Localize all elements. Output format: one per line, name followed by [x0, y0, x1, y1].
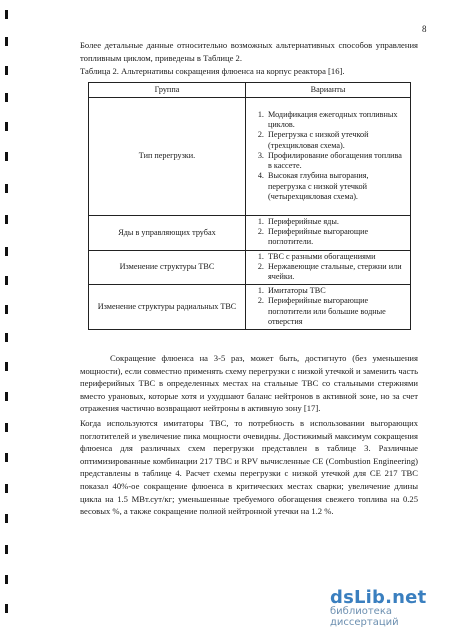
options-cell	[246, 216, 411, 251]
page-number: 8	[422, 24, 427, 34]
option-item: 1. ТВС с разными обогащениями	[266, 252, 406, 262]
option-item: 2. Нержавеющие стальные, стержни или ячейки.	[266, 262, 406, 282]
options-cell	[246, 250, 411, 285]
option-item: 4. Высокая глубина выгорания, перегрузка с низкой утечкой (четырехцикловая схема).	[266, 171, 406, 202]
option-item: 1. Имитаторы ТВС	[266, 286, 406, 296]
intro-paragraph: Более детальные данные относительно возможных альтернативных способов управления топливным циклом, приведены в Таблице 2.	[80, 40, 418, 63]
alternatives-table	[88, 82, 411, 330]
column-header-options: Варианты	[246, 83, 411, 98]
options-cell	[246, 98, 411, 216]
group-cell: Изменение структуры радиальных ТВС	[89, 285, 246, 330]
binding-marks	[0, 0, 14, 634]
table-row	[89, 216, 411, 251]
table-row	[89, 250, 411, 285]
group-cell: Тип перегрузки.	[89, 98, 246, 216]
table-row	[89, 98, 411, 216]
column-header-group: Группа	[89, 83, 246, 98]
option-item: 1. Модификация ежегодных топливных циклов.	[266, 110, 406, 130]
group-cell: Изменение структуры ТВС	[89, 250, 246, 285]
options-cell	[246, 285, 411, 330]
watermark-logo: dsLib.net	[330, 587, 427, 608]
paragraph-simulators: Когда используются имитаторы ТВС, то потребность в использовании выгорающих поглотителей и увеличение пика мощности очевидны. Достижимый максимум сокращения флюенса для различных схем перегрузки представлен в таблице 3. Различные оптимизированные комбинации 217 ТВС и RPV вычисленные CE (Combustion Engineering) представлены в таблице 4. Расчет схемы перегрузки с низкой утечкой для CE 217 ТВС показал 40%-ое сокращение флюенса в критических местах сварки; увеличение длины цикла на 1.5 МВт.сут/кг; уменьшенные требуемого обогащения свежего топлива на 0.25 весовых %, а также сокращение полной нейтронной утечки на 1.2 %.	[80, 418, 418, 517]
paragraph-fluence-reduction: Сокращение флюенса на 3-5 раз, может быть, достигнуто (без уменьшения мощности), если совместно применять схему перегрузки с низкой утечкой и заменить часть периферийных ТВС в определенных местах на стальные ТВС со стальными стержнями вместо урановых, которые хотя и ухудшают баланс нейтронов в активной зоне, но за счет отражения частично возвращают нейтроны в активную зону [17].	[80, 353, 418, 414]
table-header-row	[89, 83, 411, 98]
option-item: 2. Периферийные выгорающие поглотители.	[266, 227, 406, 247]
option-item: 2. Периферийные выгорающие поглотители или большие водные отверстия	[266, 296, 406, 327]
option-item: 3. Профилирование обогащения топлива в кассете.	[266, 151, 406, 171]
dslib-watermark	[330, 587, 450, 628]
watermark-subtitle: библиотека диссертаций	[330, 606, 399, 628]
option-item: 2. Перегрузка с низкой утечкой (трехцикловая схема).	[266, 130, 406, 150]
table-caption: Таблица 2. Альтернативы сокращения флюенса на корпус реактора [16].	[80, 66, 345, 76]
table-row	[89, 285, 411, 330]
group-cell: Яды в управляющих трубах	[89, 216, 246, 251]
option-item: 1. Периферийные яды.	[266, 217, 406, 227]
